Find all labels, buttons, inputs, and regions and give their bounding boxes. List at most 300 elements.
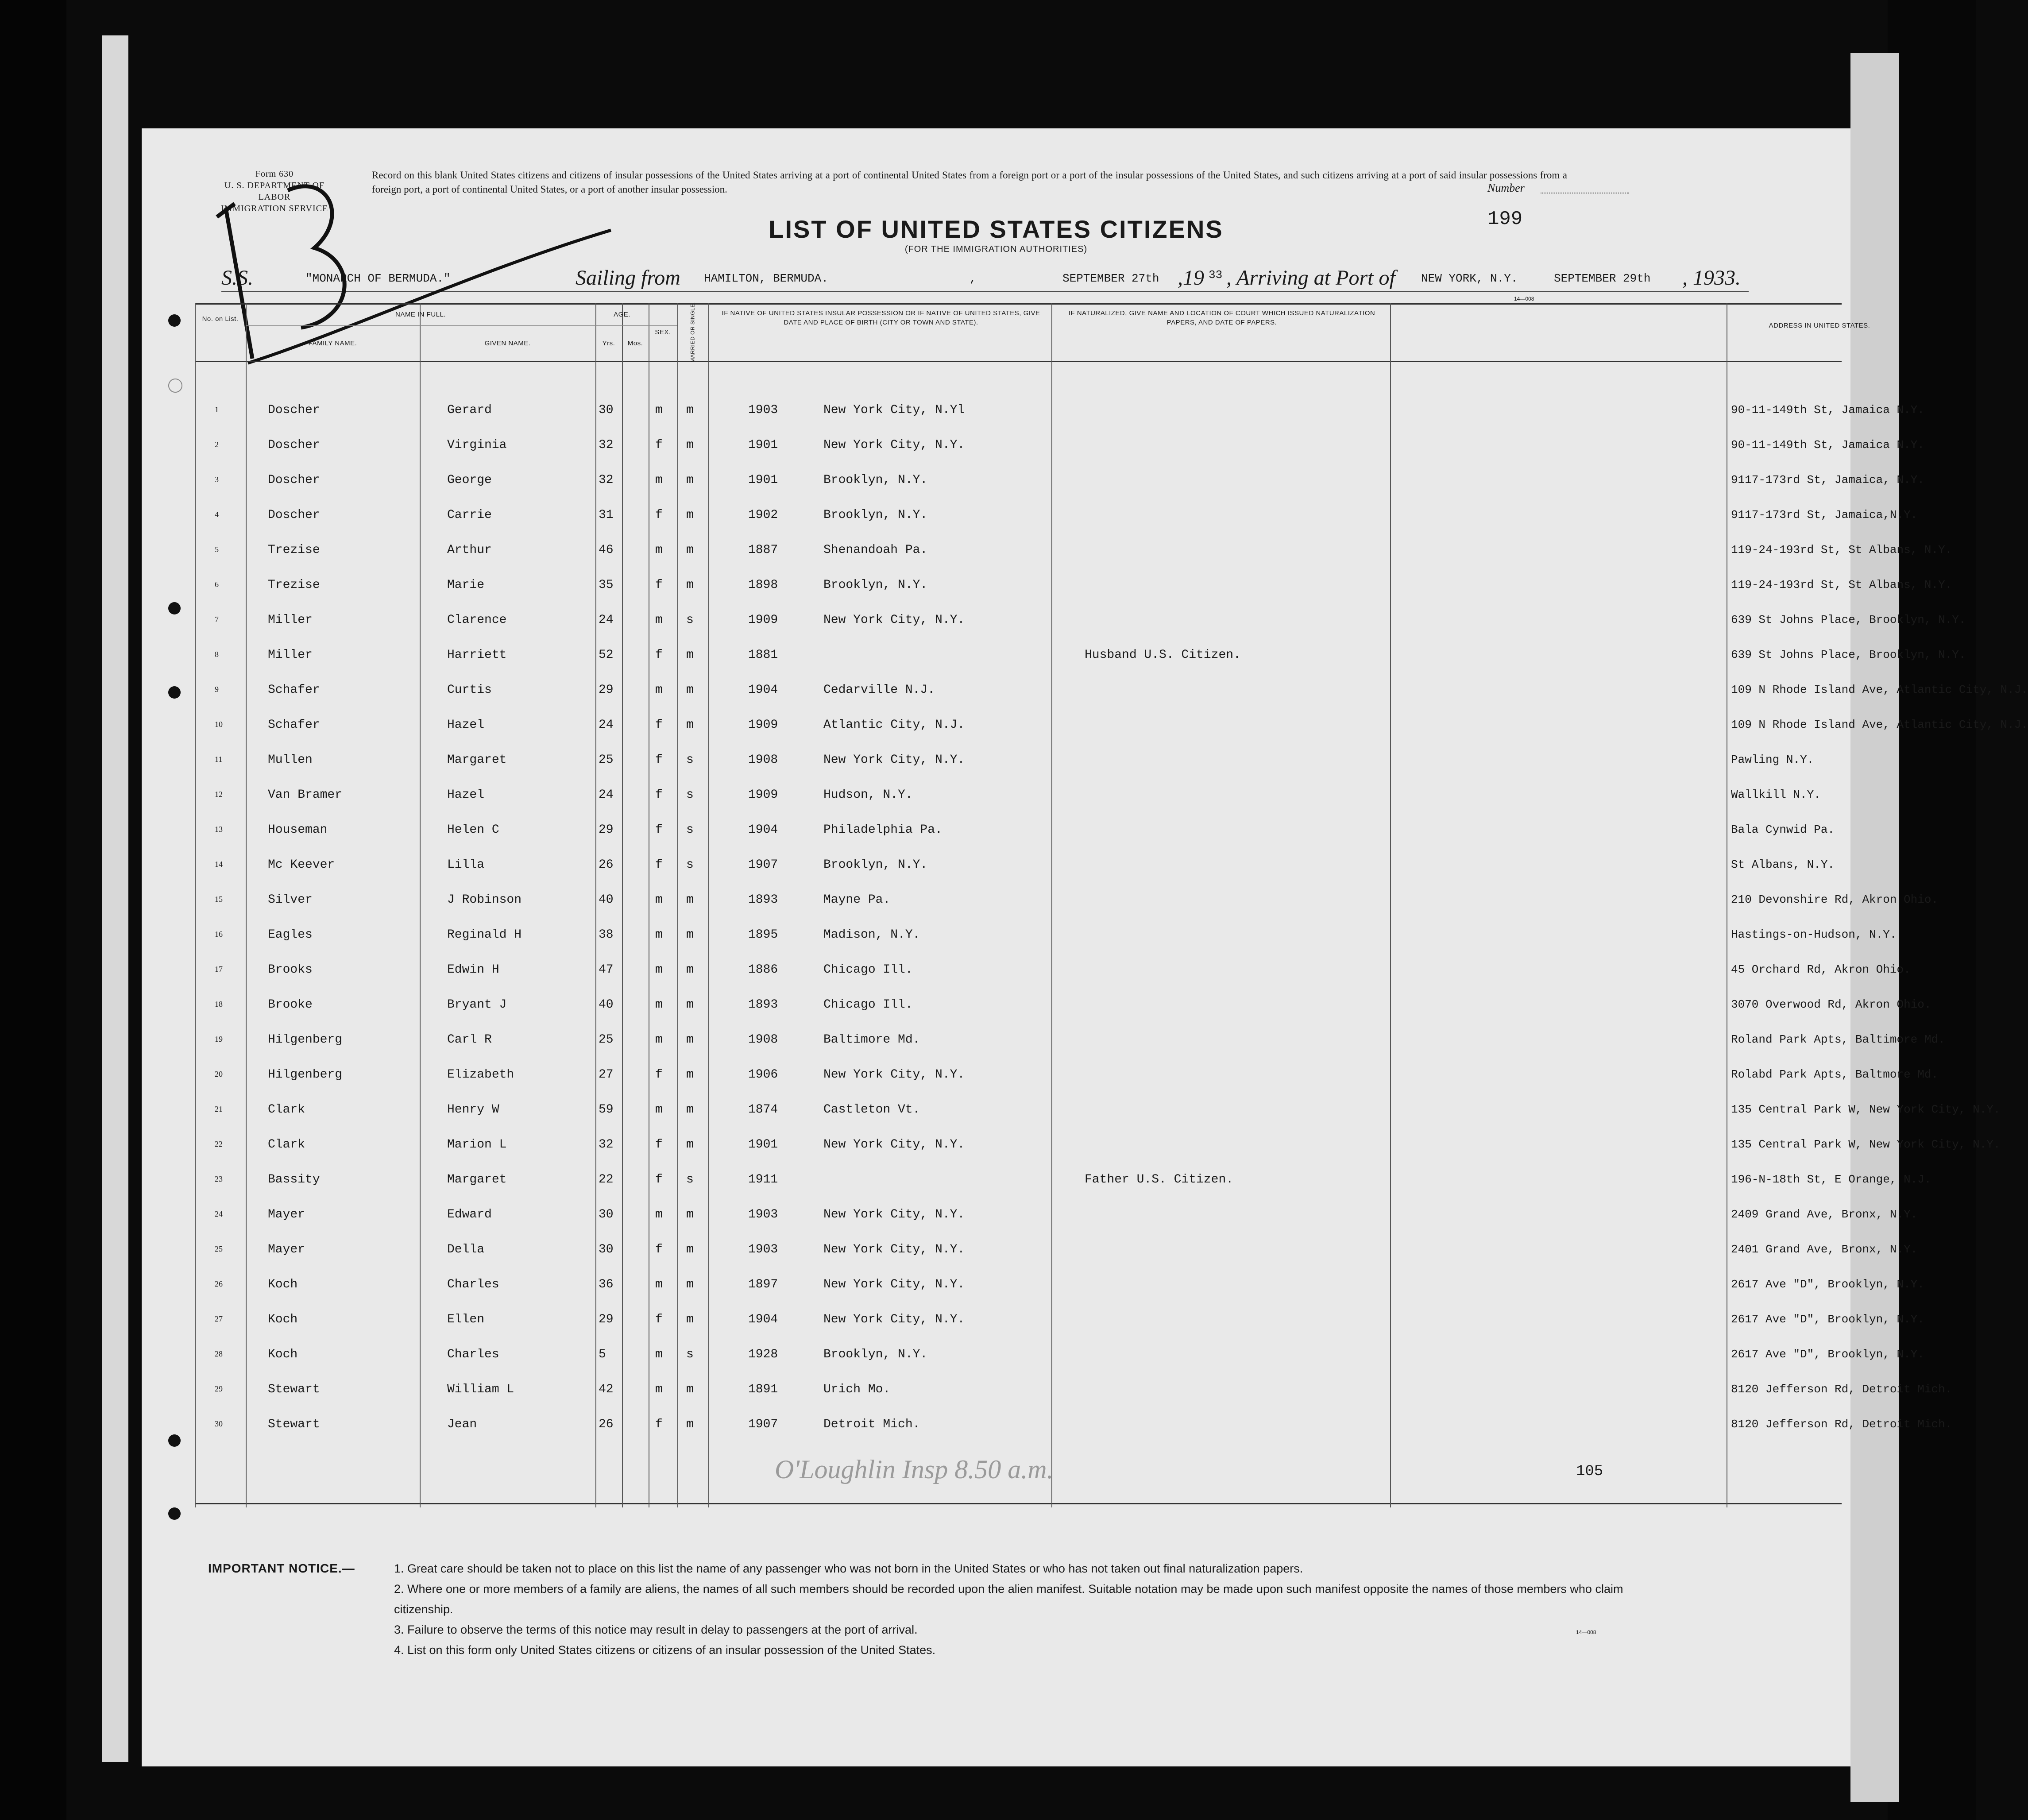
address: Roland Park Apts, Baltimore Md. <box>1731 1033 1945 1046</box>
birth-year: 1874 <box>748 1103 778 1117</box>
address: 45 Orchard Rd, Akron Ohio. <box>1731 963 1911 976</box>
age-years: 40 <box>599 893 614 907</box>
family-name: Clark <box>268 1103 305 1117</box>
marital-status: m <box>686 1418 694 1431</box>
birth-place: Chicago Ill. <box>823 963 913 977</box>
row-number: 22 <box>215 1140 223 1148</box>
given-name: Reginald H <box>447 928 522 942</box>
sex: m <box>655 998 663 1012</box>
page-title: LIST OF UNITED STATES CITIZENS <box>769 215 1224 243</box>
sex: m <box>655 403 663 417</box>
age-years: 32 <box>599 438 614 452</box>
age-years: 29 <box>599 1313 614 1326</box>
marital-status: m <box>686 1243 694 1256</box>
marital-status: m <box>686 543 694 557</box>
birth-place: Detroit Mich. <box>823 1418 920 1431</box>
address: 90-11-149th St, Jamaica N.Y. <box>1731 438 1924 452</box>
sex: f <box>655 508 663 522</box>
marital-status: m <box>686 893 694 907</box>
table-row <box>195 951 1911 986</box>
marital-status: m <box>686 473 694 487</box>
sailing-from: HAMILTON, BERMUDA. <box>704 272 828 285</box>
given-name: Charles <box>447 1278 499 1291</box>
given-name: J Robinson <box>447 893 522 907</box>
col-naturalized: IF NATURALIZED, GIVE NAME AND LOCATION OF COURT WHICH ISSUED NATURALIZATION PAPERS, AND DATE OF PAPERS. <box>1068 309 1375 326</box>
row-number: 21 <box>215 1105 223 1113</box>
row-number: 12 <box>215 790 223 799</box>
age-years: 52 <box>599 648 614 662</box>
marital-status: m <box>686 1208 694 1221</box>
age-years: 26 <box>599 1418 614 1431</box>
address: 3070 Overwood Rd, Akron Ohio. <box>1731 998 1931 1011</box>
given-name: Harriett <box>447 648 507 662</box>
address: Hastings-on-Hudson, N.Y. <box>1731 928 1897 941</box>
row-number: 18 <box>215 1000 223 1009</box>
instructions-text: Record on this blank United States citizens and citizens of insular possessions of the United States arriving at a port of continental United States from a foreign port or a port of the insular possessions of the United States, and such citizens arriving at a port of said insular possessions from a foreign port, a port of continental United States, or a port of another insular possession. <box>372 170 1567 195</box>
birth-place: Chicago Ill. <box>823 998 913 1012</box>
table-row <box>195 811 1842 846</box>
row-number: 15 <box>215 895 223 904</box>
given-name: Della <box>447 1243 485 1256</box>
age-years: 59 <box>599 1103 614 1117</box>
age-years: 40 <box>599 998 614 1012</box>
table-row <box>195 497 1918 532</box>
sex: m <box>655 1033 663 1047</box>
family-name: Koch <box>268 1348 298 1361</box>
family-name: Doscher <box>268 508 320 522</box>
birth-place: Hudson, N.Y. <box>823 788 913 802</box>
row-number: 6 <box>215 580 219 589</box>
family-name: Houseman <box>268 823 328 837</box>
table-row <box>195 1196 1918 1231</box>
given-name: Helen C <box>447 823 499 837</box>
marital-status: m <box>686 1383 694 1396</box>
marital-status: m <box>686 928 694 942</box>
col-married-single: MARRIED OR SINGLE. <box>689 302 696 363</box>
age-years: 29 <box>599 823 614 837</box>
birth-place: Brooklyn, N.Y. <box>823 473 928 487</box>
family-name: Mayer <box>268 1208 305 1221</box>
punch-hole <box>168 602 181 614</box>
birth-year: 1911 <box>748 1173 778 1186</box>
arriving-label: , Arriving at Port of <box>1226 266 1395 290</box>
sex: m <box>655 683 663 697</box>
col-yrs: Yrs. <box>602 340 615 347</box>
birth-year: 1897 <box>748 1278 778 1291</box>
family-name: Miller <box>268 648 313 662</box>
table-row <box>195 1161 1931 1196</box>
marital-status: m <box>686 648 694 662</box>
given-name: Gerard <box>447 403 492 417</box>
birth-year: 1891 <box>748 1383 778 1396</box>
family-name: Doscher <box>268 473 320 487</box>
row-number: 14 <box>215 860 223 869</box>
sex: f <box>655 718 663 732</box>
scan-border-right <box>1888 0 1976 1820</box>
table-row <box>195 462 1924 497</box>
sex: f <box>655 823 663 837</box>
sex: m <box>655 1103 663 1117</box>
page-number: 199 <box>1487 208 1523 230</box>
family-name: Koch <box>268 1313 298 1326</box>
birth-year: 1928 <box>748 1348 778 1361</box>
marital-status: m <box>686 1033 694 1047</box>
age-years: 46 <box>599 543 614 557</box>
row-number: 8 <box>215 650 219 659</box>
table-row <box>195 1231 1918 1266</box>
sex: f <box>655 578 663 592</box>
table-row <box>195 881 1939 916</box>
given-name: Margaret <box>447 753 507 767</box>
age-years: 30 <box>599 1243 614 1256</box>
sex: m <box>655 893 663 907</box>
birth-year: 1886 <box>748 963 778 977</box>
form-number: Form 630 U. S. DEPARTMENT OF LABOR IMMIGRATION SERVICE <box>220 169 328 213</box>
marital-status: s <box>686 788 694 802</box>
family-name: Clark <box>268 1138 305 1152</box>
sex: f <box>655 1068 663 1082</box>
family-name: Miller <box>268 613 313 627</box>
family-name: Trezise <box>268 543 320 557</box>
table-row <box>195 1371 1952 1406</box>
marital-status: m <box>686 683 694 697</box>
sex: f <box>655 788 663 802</box>
punch-hole-empty <box>168 379 182 393</box>
birth-place: New York City, N.Y. <box>823 1243 965 1256</box>
age-years: 47 <box>599 963 614 977</box>
marital-status: s <box>686 823 694 837</box>
given-name: Henry W <box>447 1103 499 1117</box>
given-name: Hazel <box>447 788 485 802</box>
birth-year: 1881 <box>748 648 778 662</box>
birth-year: 1902 <box>748 508 778 522</box>
table-row <box>195 1091 2001 1126</box>
scan-border-left <box>0 0 66 1820</box>
given-name: Arthur <box>447 543 492 557</box>
address: 9117-173rd St, Jamaica,N.Y. <box>1731 508 1918 522</box>
family-name: Mc Keever <box>268 858 335 872</box>
arriving-port: NEW YORK, N.Y. <box>1421 272 1518 285</box>
birth-year: 1893 <box>748 998 778 1012</box>
notice-item-1: 1. Great care should be taken not to place on this list the name of any passenger who was not born in the United States or who has not taken out final naturalization papers. <box>394 1562 1303 1575</box>
number-label: Number <box>1487 182 1525 194</box>
family-name: Mayer <box>268 1243 305 1256</box>
row-number: 29 <box>215 1384 223 1393</box>
notice-item-4: 4. List on this form only United States citizens or citizens of an insular possession of the United States. <box>394 1643 936 1657</box>
given-name: Marion L <box>447 1138 507 1152</box>
age-years: 32 <box>599 1138 614 1152</box>
birth-year: 1903 <box>748 1243 778 1256</box>
age-years: 5 <box>599 1348 606 1361</box>
age-years: 24 <box>599 718 614 732</box>
scan-margin-strip-right <box>1850 53 1899 1802</box>
given-name: Bryant J <box>447 998 507 1012</box>
marital-status: s <box>686 858 694 872</box>
birth-place: New York City, N.Y. <box>823 1208 965 1221</box>
birth-year: 1907 <box>748 1418 778 1431</box>
table-row <box>195 602 1966 637</box>
table-row <box>195 777 1842 811</box>
birth-year: 1893 <box>748 893 778 907</box>
address: 109 N Rhode Island Ave, Atlantic City, N.J. <box>1731 718 2028 731</box>
marital-status: m <box>686 1313 694 1326</box>
given-name: Carrie <box>447 508 492 522</box>
sex: f <box>655 1313 663 1326</box>
col-mos: Mos. <box>627 340 643 347</box>
table-row <box>195 1021 1945 1056</box>
address: 2617 Ave "D", Brooklyn, N.Y. <box>1731 1313 1924 1326</box>
ship-name: "MONARCH OF BERMUDA." <box>305 272 451 285</box>
punch-hole <box>168 1434 181 1447</box>
sex: m <box>655 543 663 557</box>
row-number: 2 <box>215 440 219 449</box>
sex: m <box>655 473 663 487</box>
birth-year: 1907 <box>748 858 778 872</box>
address: 2409 Grand Ave, Bronx, N.Y. <box>1731 1208 1918 1221</box>
family-name: Mullen <box>268 753 313 767</box>
naturalization: Father U.S. Citizen. <box>1085 1173 1234 1186</box>
notice-title: IMPORTANT NOTICE.— <box>208 1561 355 1575</box>
family-name: Hilgenberg <box>268 1033 343 1047</box>
marital-status: s <box>686 1173 694 1186</box>
footer-stamp: 105 <box>1576 1463 1603 1480</box>
table-row <box>195 1266 1924 1301</box>
table-row <box>195 637 1966 672</box>
given-name: Elizabeth <box>447 1068 514 1082</box>
row-number: 4 <box>215 510 219 519</box>
given-name: Hazel <box>447 718 485 732</box>
birth-place: Cedarville N.J. <box>823 683 935 697</box>
row-number: 19 <box>215 1035 223 1043</box>
age-years: 42 <box>599 1383 614 1396</box>
age-years: 24 <box>599 613 614 627</box>
birth-year: 1909 <box>748 788 778 802</box>
address: Bala Cynwid Pa. <box>1731 823 1835 836</box>
family-name: Schafer <box>268 718 320 732</box>
given-name: Margaret <box>447 1173 507 1186</box>
sex: m <box>655 928 663 942</box>
comma: , <box>970 272 977 285</box>
punch-hole <box>168 1507 181 1520</box>
age-years: 30 <box>599 403 614 417</box>
address: Rolabd Park Apts, Baltmore Md. <box>1731 1068 1939 1081</box>
birth-year: 1903 <box>748 403 778 417</box>
sex: f <box>655 858 663 872</box>
notice-item-3: 3. Failure to observe the terms of this notice may result in delay to passengers at the port of arrival. <box>394 1623 918 1636</box>
birth-place: Madison, N.Y. <box>823 928 920 942</box>
birth-place: Mayne Pa. <box>823 893 891 907</box>
row-number: 30 <box>215 1419 223 1428</box>
col-family-name: FAMILY NAME. <box>308 340 357 347</box>
age-years: 25 <box>599 753 614 767</box>
birth-place: New York City, N.Y. <box>823 613 965 627</box>
table-row <box>195 392 1924 427</box>
address: 196-N-18th St, E Orange, N.J. <box>1731 1173 1931 1186</box>
marital-status: s <box>686 753 694 767</box>
manifest-page <box>142 128 2028 1766</box>
birth-place: Philadelphia Pa. <box>823 823 943 837</box>
address: 2617 Ave "D", Brooklyn, N.Y. <box>1731 1348 1924 1361</box>
inspector-signature: O'Loughlin Insp 8.50 a.m. <box>775 1455 1054 1484</box>
sex: f <box>655 1173 663 1186</box>
address: 8120 Jefferson Rd, Detroit Mich. <box>1731 1383 1952 1396</box>
address: 119-24-193rd St, St Albans, N.Y. <box>1731 578 1952 591</box>
punch-hole <box>168 314 181 327</box>
marital-status: m <box>686 963 694 977</box>
given-name: Edward <box>447 1208 492 1221</box>
col-no-on-list: No. on List. <box>202 315 239 323</box>
passenger-table <box>195 302 2028 1507</box>
birth-year: 1906 <box>748 1068 778 1082</box>
table-row <box>195 1301 1924 1336</box>
address: St Albans, N.Y. <box>1731 858 1835 871</box>
age-years: 38 <box>599 928 614 942</box>
sex: m <box>655 1348 663 1361</box>
age-years: 25 <box>599 1033 614 1047</box>
birth-place: Brooklyn, N.Y. <box>823 578 928 592</box>
birth-place: New York City, N.Y. <box>823 1278 965 1291</box>
col-native: IF NATIVE OF UNITED STATES INSULAR POSSESSION OR IF NATIVE OF UNITED STATES, GIVE DATE AND PLACE OF BIRTH (CITY OR TOWN AND STATE). <box>722 309 1040 326</box>
naturalization: Husband U.S. Citizen. <box>1085 648 1241 662</box>
age-years: 36 <box>599 1278 614 1291</box>
birth-year: 1904 <box>748 823 778 837</box>
birth-place: New York City, N.Y. <box>823 1068 965 1082</box>
col-sex: SEX. <box>655 328 671 336</box>
address: 135 Central Park W, New York City, N.Y. <box>1731 1103 2001 1116</box>
address: 639 St Johns Place, Brooklyn, N.Y. <box>1731 648 1966 661</box>
age-years: 27 <box>599 1068 614 1082</box>
marital-status: m <box>686 578 694 592</box>
row-number: 3 <box>215 475 219 484</box>
birth-year: 1909 <box>748 718 778 732</box>
sex: m <box>655 963 663 977</box>
sex: f <box>655 1418 663 1431</box>
row-number: 28 <box>215 1349 223 1358</box>
given-name: Marie <box>447 578 485 592</box>
marital-status: m <box>686 508 694 522</box>
birth-place: Brooklyn, N.Y. <box>823 1348 928 1361</box>
row-number: 17 <box>215 965 223 974</box>
table-row <box>195 532 1952 567</box>
table-row <box>195 1056 1939 1091</box>
table-row <box>195 707 2028 742</box>
family-name: Schafer <box>268 683 320 697</box>
row-number: 5 <box>215 545 219 554</box>
row-number: 13 <box>215 825 223 834</box>
sex: m <box>655 613 663 627</box>
birth-place: New York City, N.Yl <box>823 403 965 417</box>
row-number: 7 <box>215 615 219 624</box>
sex: f <box>655 753 663 767</box>
page-subtitle: (FOR THE IMMIGRATION AUTHORITIES) <box>904 244 1088 254</box>
sailing-date: SEPTEMBER 27th <box>1062 272 1159 285</box>
table-row <box>195 916 1897 951</box>
sailing-year-prefix: ,19 <box>1178 266 1204 290</box>
given-name: Charles <box>447 1348 499 1361</box>
address: 210 Devonshire Rd, Akron Ohio. <box>1731 893 1939 906</box>
given-name: Virginia <box>447 438 507 452</box>
col-age: AGE. <box>614 311 630 318</box>
sex: m <box>655 1278 663 1291</box>
address: 90-11-149th St, Jamaica N.Y. <box>1731 403 1924 417</box>
marital-status: m <box>686 1138 694 1152</box>
address: 639 St Johns Place, Brooklyn, N.Y. <box>1731 613 1966 626</box>
birth-year: 1904 <box>748 683 778 697</box>
age-years: 32 <box>599 473 614 487</box>
given-name: Jean <box>447 1418 477 1431</box>
family-name: Doscher <box>268 438 320 452</box>
row-number: 25 <box>215 1244 223 1253</box>
family-name: Bassity <box>268 1173 320 1186</box>
marital-status: s <box>686 613 694 627</box>
table-row <box>195 567 1952 602</box>
birth-year: 1909 <box>748 613 778 627</box>
table-row <box>195 742 1842 777</box>
row-number: 26 <box>215 1279 223 1288</box>
col-name-in-full: NAME IN FULL. <box>395 311 446 318</box>
birth-year: 1901 <box>748 473 778 487</box>
address: 119-24-193rd St, St Albans, N.Y. <box>1731 543 1952 556</box>
family-name: Doscher <box>268 403 320 417</box>
address: 2617 Ave "D", Brooklyn, N.Y. <box>1731 1278 1924 1291</box>
marital-status: m <box>686 438 694 452</box>
row-number: 11 <box>215 755 223 764</box>
birth-place: Shenandoah Pa. <box>823 543 928 557</box>
punch-hole <box>168 686 181 699</box>
birth-place: Brooklyn, N.Y. <box>823 858 928 872</box>
sex: f <box>655 1243 663 1256</box>
sex: f <box>655 438 663 452</box>
age-years: 26 <box>599 858 614 872</box>
address: 109 N Rhode Island Ave, Atlantic City, N.J. <box>1731 683 2028 696</box>
age-years: 29 <box>599 683 614 697</box>
given-name: Carl R <box>447 1033 492 1047</box>
birth-year: 1898 <box>748 578 778 592</box>
birth-place: Castleton Vt. <box>823 1103 920 1117</box>
birth-year: 1904 <box>748 1313 778 1326</box>
birth-year: 1895 <box>748 928 778 942</box>
ss-label: S.S. <box>221 266 253 290</box>
age-years: 22 <box>599 1173 614 1186</box>
row-number: 9 <box>215 685 219 694</box>
birth-place: New York City, N.Y. <box>823 1138 965 1152</box>
marital-status: m <box>686 1068 694 1082</box>
sex: f <box>655 1138 663 1152</box>
family-name: Silver <box>268 893 313 907</box>
given-name: George <box>447 473 492 487</box>
col-given-name: GIVEN NAME. <box>484 340 531 347</box>
table-row <box>195 846 1842 881</box>
table-row <box>195 986 1931 1021</box>
notice-item-2: 2. Where one or more members of a family are aliens, the names of all such members should be recorded upon the alien manifest. Suitable notation may be made upon such manifest opposite the names of those members who claim citizenship. <box>394 1582 1623 1616</box>
family-name: Koch <box>268 1278 298 1291</box>
age-years: 30 <box>599 1208 614 1221</box>
address: 135 Central Park W, New York City, N.Y. <box>1731 1138 2001 1151</box>
birth-place: Atlantic City, N.J. <box>823 718 965 732</box>
marital-status: m <box>686 1278 694 1291</box>
birth-year: 1901 <box>748 438 778 452</box>
family-name: Brooks <box>268 963 313 977</box>
row-number: 23 <box>215 1175 223 1183</box>
birth-place: New York City, N.Y. <box>823 438 965 452</box>
sailing-year: 33 <box>1209 268 1223 282</box>
family-name: Eagles <box>268 928 313 942</box>
age-years: 35 <box>599 578 614 592</box>
address: Pawling N.Y. <box>1731 753 1814 766</box>
given-name: Curtis <box>447 683 492 697</box>
address: 9117-173rd St, Jamaica, N.Y. <box>1731 473 1924 487</box>
birth-year: 1901 <box>748 1138 778 1152</box>
